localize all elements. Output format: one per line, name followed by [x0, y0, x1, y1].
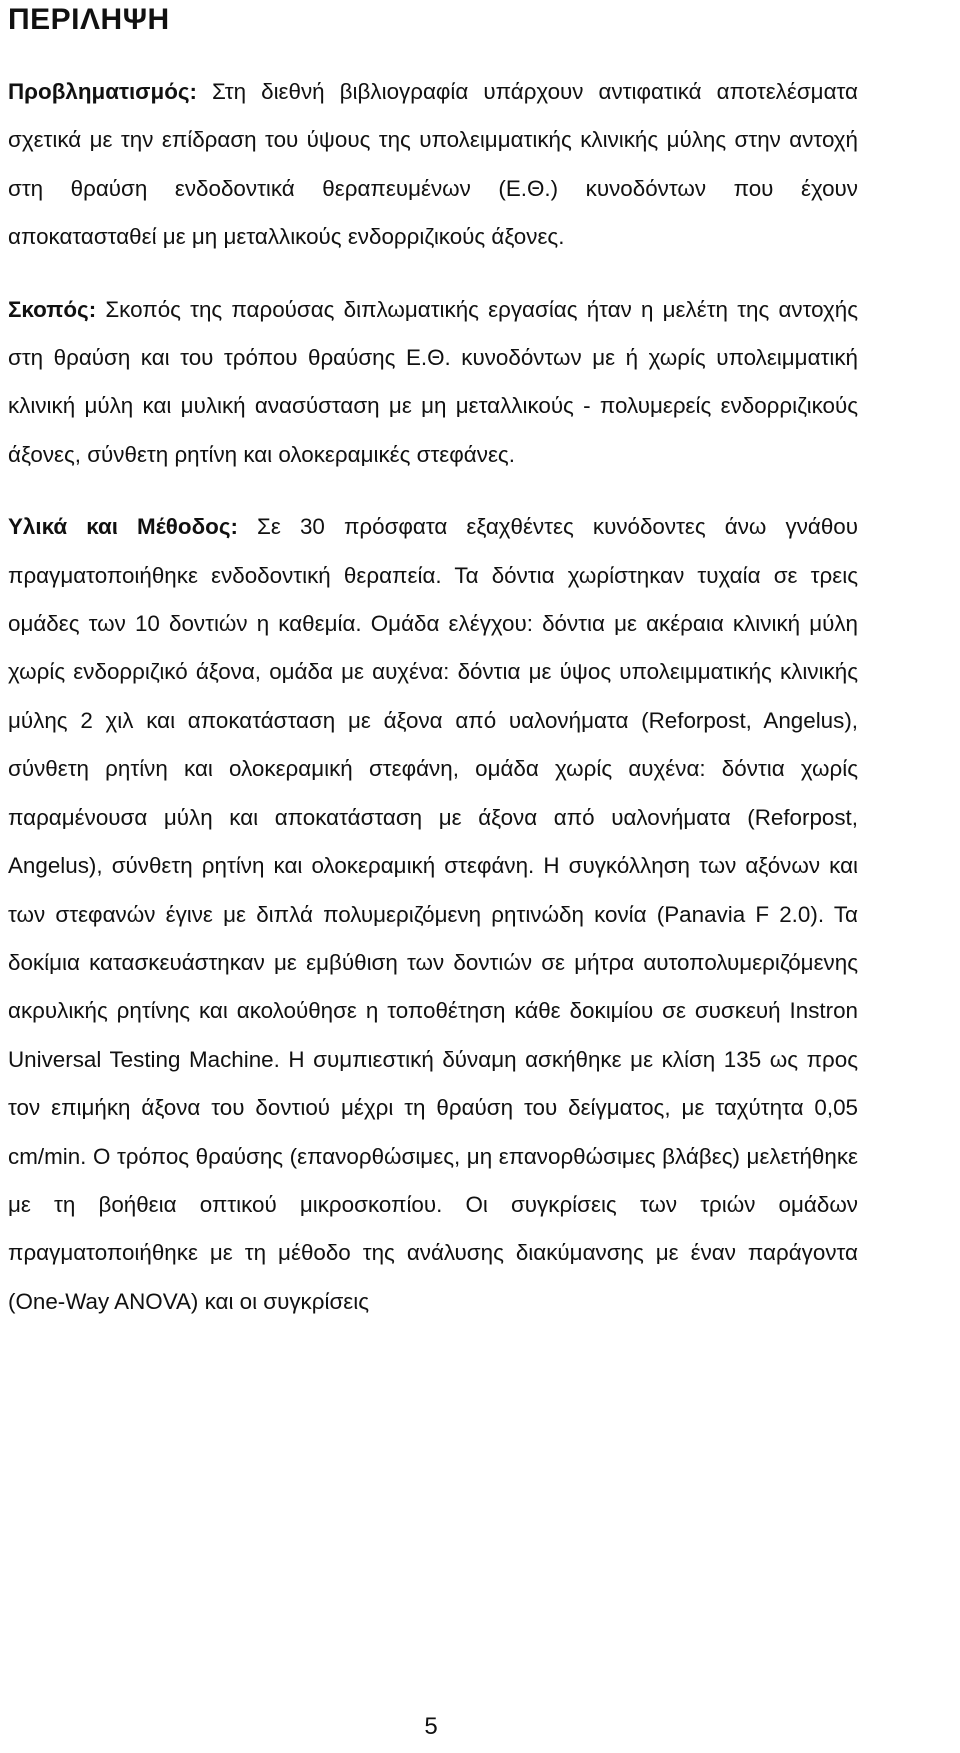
abstract-paragraph-aim: [8, 286, 858, 480]
paragraph-label: Προβληματισμός:: [8, 79, 197, 104]
abstract-paragraph-problem: [8, 68, 858, 262]
abstract-paragraph-methods: [8, 503, 858, 1326]
paragraph-text: Στη διεθνή βιβλιογραφία υπάρχουν αντιφατικά αποτελέσματα σχετικά με την επίδραση του ύψους της υπολειμματικής κλινικής μύλης στην αντοχή στη θραύση ενδοδοντικά θεραπευμένων (Ε.Θ.) κυνοδόντων που έχουν αποκατασταθεί με μη μεταλλικούς ενδορριζικούς άξονες.: [8, 79, 858, 250]
paragraph-label: Υλικά και Μέθοδος:: [8, 514, 238, 540]
document-page: [8, 0, 858, 1326]
paragraph-label: Σκοπός:: [8, 296, 97, 322]
paragraph-text: Σε 30 πρόσφατα εξαχθέντες κυνόδοντες άνω γνάθου πραγματοποιήθηκε ενδοδοντική θεραπεία. Τα δόντια χωρίστηκαν τυχαία σε τρεις ομάδες των 10 δοντιών η καθεμία. Ομάδα ελέγχου: δόντια με ακέραια κλινική μύλη χωρίς ενδορριζικό άξονα, ομάδα με αυχένα: δόντια με ύψος υπολειμματικής κλινικής μύλης 2 χιλ και αποκατάσταση με άξονα από υαλονήματα (Reforpost, Angelus), σύνθετη ρητίνη και ολοκεραμική στεφάνη, ομάδα χωρίς αυχένα: δόντια χωρίς παραμένουσα μύλη και αποκατάσταση με άξονα από υαλονήματα (Reforpost, Angelus), σύνθετη ρητίνη και ολοκεραμική στεφάνη. Η συγκόλληση των αξόνων και των στεφανών έγινε με διπλά πολυμεριζόμενη ρητινώδη κονία (Panavia F 2.0). Τα δοκίμια κατασκευάστηκαν με εμβύθιση των δοντιών σε μήτρα αυτοπολυμεριζόμενης ακρυλικής ρητίνης και ακολούθησε η τοποθέτηση κάθε δοκιμίου σε συσκευή Instron Universal Testing Machine. Η συμπιεστική δύναμη ασκήθηκε με κλίση 135 ως προς τον επιμήκη άξονα του δοντιού μέχρι τη θραύση του δείγματος, με ταχύτητα 0,05 cm/min. Ο τρόπος θραύσης (επανορθώσιμες, μη επανορθώσιμες βλάβες) μελετήθηκε με τη βοήθεια οπτικού μικροσκοπίου. Οι συγκρίσεις των τριών ομάδων πραγματοποιήθηκε με τη μέθοδο της ανάλυσης διακύμανσης με έναν παράγοντα (One-Way ANOVA) και οι συγκρίσεις: [8, 514, 858, 1314]
paragraph-text: Σκοπός της παρούσας διπλωματικής εργασίας ήταν η μελέτη της αντοχής στη θραύση και του τρόπου θραύσης Ε.Θ. κυνοδόντων με ή χωρίς υπολειμματική κλινική μύλη και μυλική ανασύσταση με μη μεταλλικούς - πολυμερείς ενδορριζικούς άξονες, σύνθετη ρητίνη και ολοκεραμικές στεφάνες.: [8, 296, 858, 467]
page-heading: ΠΕΡΙΛΗΨΗ: [8, 3, 170, 36]
page-number: 5: [424, 1713, 438, 1740]
